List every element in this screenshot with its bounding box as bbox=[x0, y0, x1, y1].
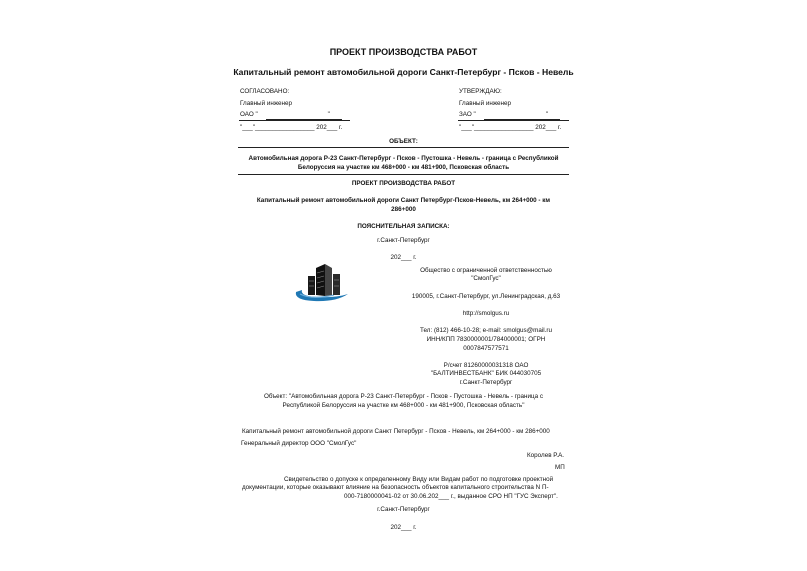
approval-left-divider bbox=[239, 120, 350, 121]
logo-building-center bbox=[316, 264, 325, 296]
footer-cert-line-2: документации, которые оказывают влияние на безопасность объектов капитального строительства N П- bbox=[242, 484, 549, 491]
approval-right-position: Главный инженер bbox=[459, 100, 512, 107]
footer-year: 202___ г. bbox=[390, 524, 417, 531]
object-line-2: Белоруссия на участке км 468+000 - км 481+900, Псковская область bbox=[297, 164, 510, 171]
object-top-rule bbox=[238, 147, 569, 148]
page-title: ПРОЕКТ ПРОИЗВОДСТВА РАБОТ bbox=[329, 47, 478, 57]
project-line-1: Капитальный ремонт автомобильной дороги Санкт Петербург-Псков-Невель, км 264+000 - км bbox=[256, 197, 551, 204]
object-line-1: Автомобильная дорога Р-23 Санкт-Петербург - Псков - Пустошка - Невель - граница с Республикой bbox=[248, 155, 559, 162]
note-city: г.Санкт-Петербург bbox=[377, 237, 430, 244]
footer-director-name: Королев Р.А. bbox=[527, 452, 565, 459]
company-contacts-line-3: 0007847577571 bbox=[463, 345, 509, 352]
page-subtitle: Капитальный ремонт автомобильной дороги Санкт-Петербург - Псков - Невель bbox=[233, 67, 574, 77]
company-bank-line-1: Р/счет 81260000031318 ОАО bbox=[443, 362, 529, 369]
footer-director-line: Генеральный директор ООО "СмолГус" bbox=[241, 440, 357, 447]
approval-left-position: Главный инженер bbox=[240, 100, 293, 107]
footer-stamp: МП bbox=[555, 464, 565, 471]
company-name-line-1: Общество с ограниченной ответственностью bbox=[420, 267, 552, 274]
project-line-2: 286+000 bbox=[391, 206, 416, 213]
logo-building-center-side bbox=[325, 264, 332, 296]
company-contacts-line-2: ИНН/КПП 7830000001/784000001; ОГРН bbox=[426, 336, 546, 343]
company-logo-icon bbox=[292, 262, 352, 304]
approval-left-date: "___"_________________ 202___ г. bbox=[240, 124, 343, 131]
logo-building-right bbox=[333, 274, 340, 295]
approval-left-org: ОАО " " bbox=[240, 111, 330, 118]
note-heading: ПОЯСНИТЕЛЬНАЯ ЗАПИСКА: bbox=[357, 223, 450, 230]
object-label: ОБЪЕКТ: bbox=[389, 138, 418, 145]
company-website[interactable]: http://smolgus.ru bbox=[462, 310, 510, 317]
logo-building-left bbox=[308, 276, 315, 295]
company-contacts-line-1: Тел: (812) 466-10-28; e-mail: smolgus@mail.ru bbox=[420, 327, 552, 334]
object-repeat-line-1: Объект: "Автомобильная дорога Р-23 Санкт-Петербург - Псков - Пустошка - Невель - граница с bbox=[263, 393, 544, 400]
note-year: 202___ г. bbox=[390, 254, 417, 261]
footer-cert-line-3: 000-7180000041-02 от 30.06.202___ г., выданное СРО НП "ГУС Эксперт". bbox=[344, 493, 558, 500]
project-heading: ПРОЕКТ ПРОИЗВОДСТВА РАБОТ bbox=[351, 180, 456, 187]
approval-right-date: "___"_________________ 202___ г. bbox=[459, 124, 562, 131]
company-bank-line-2: "БАЛТИНВЕСТБАНК" БИК 044030705 bbox=[430, 370, 542, 377]
approval-left-heading: СОГЛАСОВАНО: bbox=[240, 88, 290, 95]
object-repeat-line-2: Республикой Белоруссия на участке км 468+000 - км 481+900, Псковская область" bbox=[282, 402, 525, 409]
footer-cert-line-1: Свидетельство о допуске к определенному Виду или Видам работ по подготовке проектной bbox=[284, 476, 554, 483]
approval-right-org: ЗАО " " bbox=[459, 111, 548, 118]
approval-right-divider bbox=[458, 120, 569, 121]
footer-city: г.Санкт-Петербург bbox=[377, 506, 430, 513]
company-name-line-2: "СмолГус" bbox=[471, 275, 501, 282]
company-address: 190005, г.Санкт-Петербург, ул.Ленинградская, д.63 bbox=[411, 293, 561, 300]
approval-right-heading: УТВЕРЖДАЮ: bbox=[459, 88, 502, 95]
footer-project-line: Капитальный ремонт автомобильной дороги Санкт Петербург - Псков - Невель, км 264+000 - км 286+000 bbox=[242, 428, 550, 435]
company-bank-line-3: г.Санкт-Петербург bbox=[459, 379, 513, 386]
object-bottom-rule bbox=[238, 174, 569, 175]
